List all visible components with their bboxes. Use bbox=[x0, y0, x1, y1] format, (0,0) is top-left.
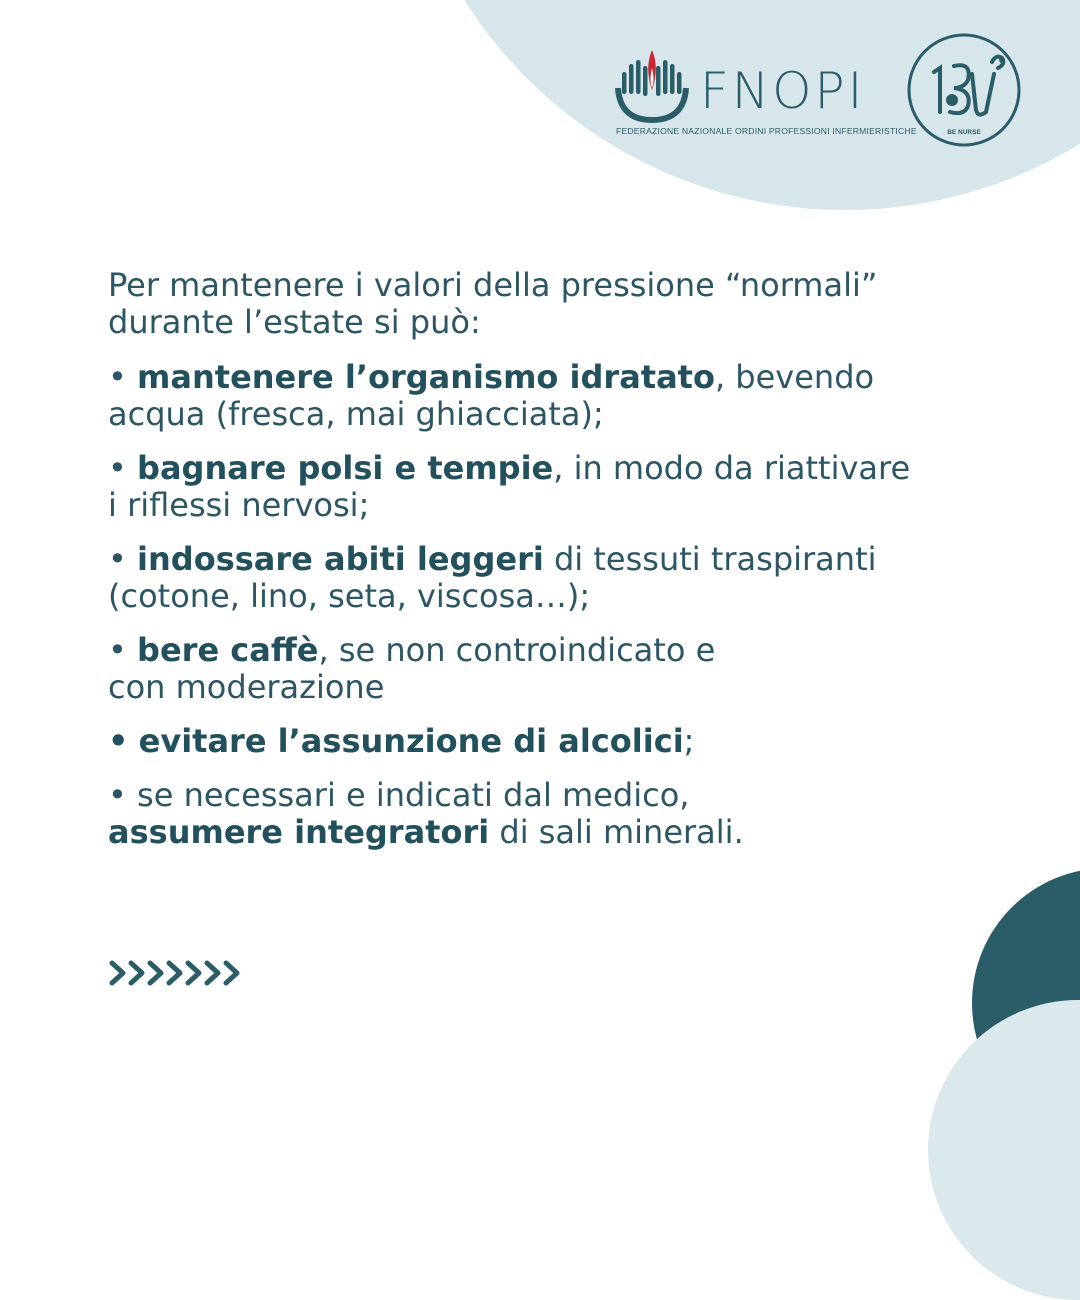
intro-line-1: Per mantenere i valori della pressione “normali” bbox=[108, 266, 878, 304]
bullet: • bbox=[108, 631, 127, 669]
tip-text: se necessari e indicati dal medico, bbox=[126, 776, 690, 814]
be-nurse-badge bbox=[906, 32, 1022, 148]
next-arrows[interactable] bbox=[108, 957, 248, 989]
background-circle-light bbox=[928, 1000, 1080, 1300]
chevron-right-icon bbox=[226, 963, 237, 983]
tip-highlight: bagnare polsi e tempie bbox=[137, 449, 554, 487]
chevron-right-icon bbox=[169, 963, 180, 983]
tip-highlight: indossare abiti leggeri bbox=[137, 540, 544, 578]
tip-item-clothing bbox=[108, 541, 1008, 615]
fnopi-wordmark: FNOPI bbox=[700, 62, 866, 120]
bullet: • bbox=[108, 358, 127, 396]
intro-paragraph bbox=[108, 267, 1008, 341]
tip-item-wrists bbox=[108, 450, 1008, 524]
bullet: • bbox=[108, 449, 127, 487]
chevron-right-icon bbox=[150, 963, 161, 983]
chevron-right-icon bbox=[207, 963, 218, 983]
tip-highlight: evitare l’assunzione di alcolici bbox=[138, 722, 684, 760]
chevron-right-icon bbox=[188, 963, 199, 983]
fnopi-fullname: FEDERAZIONE NAZIONALE ORDINI PROFESSIONI INFERMIERISTICHE bbox=[616, 126, 917, 136]
hands-flame-icon bbox=[612, 48, 692, 128]
advice-content bbox=[108, 267, 1008, 868]
bullet: • bbox=[108, 540, 127, 578]
tip-item-alcohol bbox=[108, 723, 1008, 760]
fnopi-logo bbox=[612, 48, 917, 140]
stethoscope-icon bbox=[934, 57, 1003, 115]
tip-item-coffee bbox=[108, 632, 1008, 706]
tip-highlight: assumere integratori bbox=[108, 813, 490, 851]
tip-text: con moderazione bbox=[108, 668, 385, 706]
tip-text: , bevendo bbox=[714, 358, 875, 396]
tip-text: i riflessi nervosi; bbox=[108, 486, 370, 524]
tip-text: acqua (fresca, mai ghiacciata); bbox=[108, 395, 604, 433]
bullet: • bbox=[108, 722, 129, 760]
tip-text: , se non controindicato e bbox=[318, 631, 716, 669]
bullet: • bbox=[108, 776, 127, 814]
be-nurse-label: BE NURSE bbox=[947, 129, 981, 136]
tip-text: ; bbox=[683, 722, 695, 760]
tip-text: (cotone, lino, seta, viscosa…); bbox=[108, 577, 591, 615]
tip-text: , in modo da riattivare bbox=[553, 449, 911, 487]
tip-text: di tessuti traspiranti bbox=[543, 540, 877, 578]
chevron-right-icon bbox=[131, 963, 142, 983]
chevron-right-icon bbox=[112, 963, 123, 983]
tip-highlight: bere caffè bbox=[137, 631, 319, 669]
tip-text: di sali minerali. bbox=[489, 813, 744, 851]
tip-highlight: mantenere l’organismo idratato bbox=[137, 358, 715, 396]
tip-item-hydration bbox=[108, 359, 1008, 433]
intro-line-2: durante l’estate si può: bbox=[108, 303, 481, 341]
tip-item-supplements bbox=[108, 777, 1008, 851]
